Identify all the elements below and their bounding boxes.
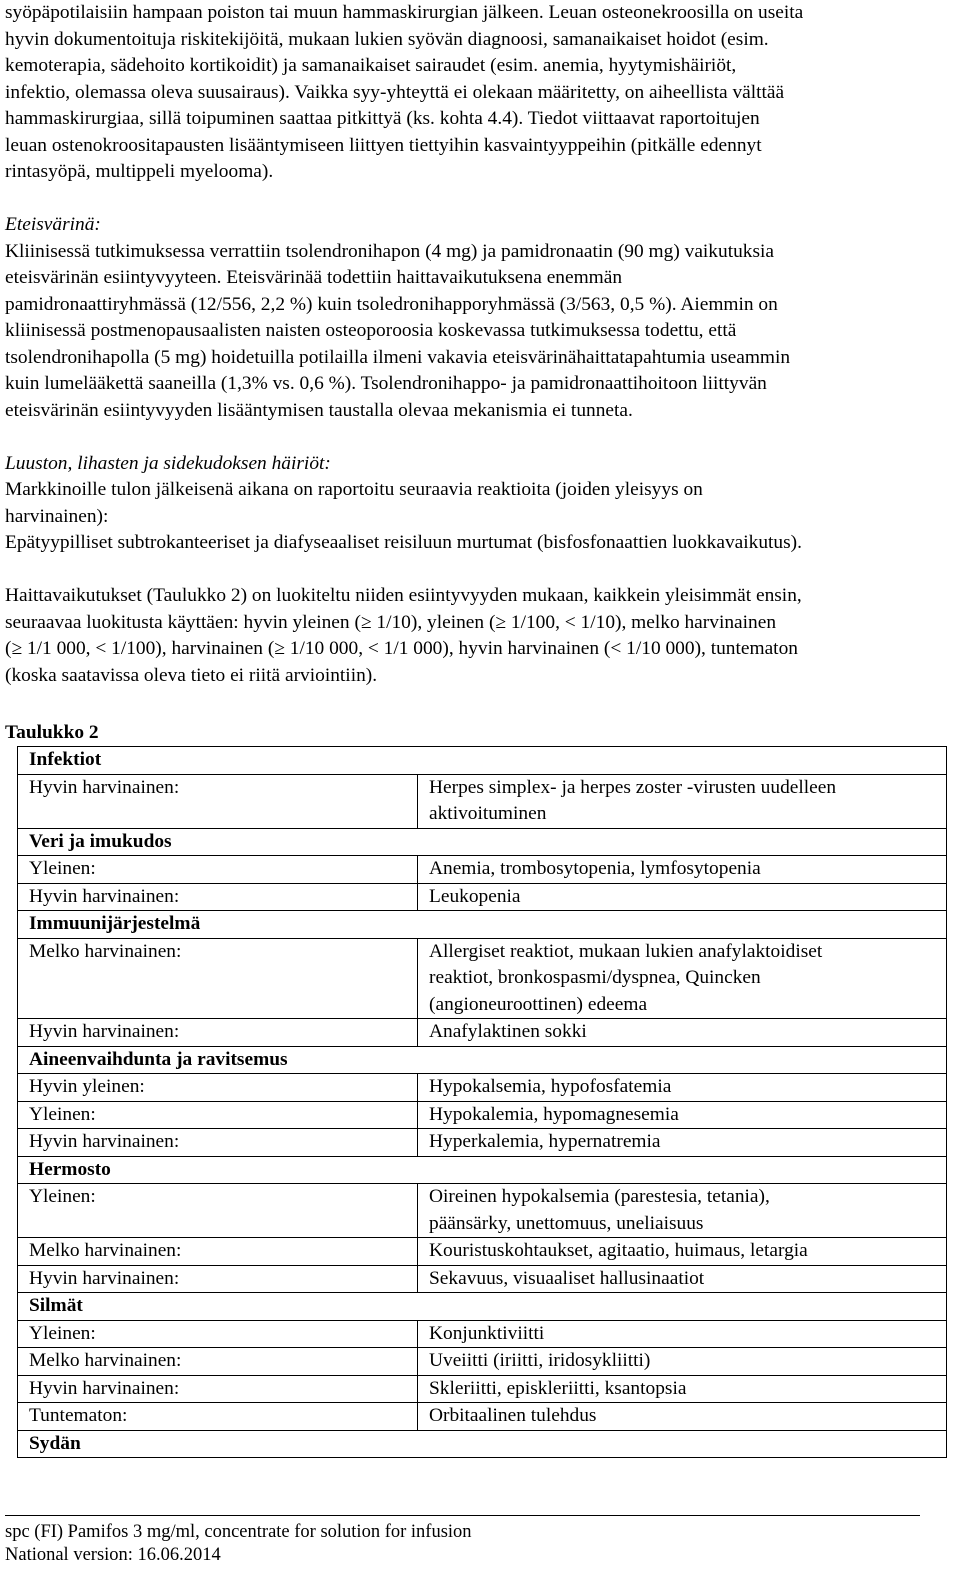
table-row: [18, 1101, 947, 1129]
intro-paragraph: [5, 0, 955, 186]
footer-version-line: National version: 16.06.2014: [5, 1545, 221, 1565]
category-row: [18, 1430, 947, 1458]
atrial-line: kuin lumelääkettä saaneilla (1,3% vs. 0,6 %). Tsolendronihappo- ja pamidronaattihoitoon liittyvän: [5, 373, 767, 394]
classification-line: (≥ 1/1 000, < 1/100), harvinainen (≥ 1/10 000, < 1/1 000), hyvin harvinainen (< 1/10 000), tuntematon: [5, 638, 798, 659]
category-row: [18, 1046, 947, 1074]
effect-cell: Orbitaalinen tulehdus: [418, 1403, 947, 1431]
section-heading: Eteisvärinä:: [5, 214, 101, 235]
effect-line: reaktiot, bronkospasmi/dyspnea, Quincken: [429, 967, 761, 988]
intro-line: infektio, olemassa oleva suusairaus). Vaikka syy-yhteyttä ei olekaan määritetty, on aiheellista välttää: [5, 81, 785, 103]
frequency-cell: Melko harvinainen:: [18, 938, 418, 1019]
effect-line: Allergiset reaktiot, mukaan lukien anafylaktoidiset: [429, 940, 823, 962]
musculo-line: harvinainen):: [5, 505, 109, 527]
table-row: [18, 1403, 947, 1431]
table-row: [18, 1019, 947, 1047]
frequency-cell: Hyvin yleinen:: [18, 1074, 418, 1102]
table-row: [18, 1348, 947, 1376]
table-row: [18, 883, 947, 911]
effect-cell: [418, 1184, 947, 1238]
table-row: [18, 1265, 947, 1293]
classification-line: Haittavaikutukset (Taulukko 2) on luokiteltu niiden esiintyvyyden mukaan, kaikkein yleisimmät ensin,: [5, 585, 802, 606]
effect-cell: Anemia, trombosytopenia, lymfosytopenia: [418, 856, 947, 884]
effect-line: päänsärky, unettomuus, uneliaisuus: [429, 1212, 704, 1234]
table-title: Taulukko 2: [5, 721, 99, 743]
document-page: [5, 0, 955, 1458]
atrial-fibrillation-section: [5, 212, 955, 424]
table-row: [18, 1238, 947, 1266]
frequency-cell: Yleinen:: [18, 856, 418, 884]
category-row: [18, 911, 947, 939]
effect-cell: Konjunktiviitti: [418, 1320, 947, 1348]
effect-line: aktivoituminen: [429, 803, 547, 824]
category-row: [18, 828, 947, 856]
effect-cell: Sekavuus, visuaaliset hallusinaatiot: [418, 1265, 947, 1293]
table-row: [18, 1074, 947, 1102]
frequency-cell: Tuntematon:: [18, 1403, 418, 1431]
effect-cell: Hyperkalemia, hypernatremia: [418, 1129, 947, 1157]
frequency-cell: Yleinen:: [18, 1320, 418, 1348]
category-cell: Hermosto: [18, 1156, 947, 1184]
frequency-cell: Yleinen:: [18, 1101, 418, 1129]
atrial-line: eteisvärinän esiintyvyyden lisääntymisen taustalla olevaa mekanismia ei tunneta.: [5, 399, 633, 421]
category-cell: Veri ja imukudos: [18, 828, 947, 856]
classification-paragraph: [5, 583, 955, 689]
effect-cell: Kouristuskohtaukset, agitaatio, huimaus, letargia: [418, 1238, 947, 1266]
effect-cell: [418, 774, 947, 828]
atrial-line: Kliinisessä tutkimuksessa verrattiin tsolendronihapon (4 mg) ja pamidronaatin (90 mg) vaikutuksia: [5, 240, 775, 262]
effect-line: (angioneuroottinen) edeema: [429, 993, 648, 1015]
intro-line: rintasyöpä, multippeli myelooma).: [5, 161, 274, 182]
section-heading: Luuston, lihasten ja sidekudoksen häiriöt:: [5, 452, 331, 474]
table-row: [18, 938, 947, 1019]
musculo-line: Epätyypilliset subtrokanteeriset ja diafyseaaliset reisiluun murtumat (bisfosfonaattien luokkavaikutus).: [5, 532, 802, 553]
table-row: [18, 1184, 947, 1238]
intro-line: syöpäpotilaisiin hampaan poiston tai muun hammaskirurgian jälkeen. Leuan osteonekroosilla on useita: [5, 2, 804, 23]
frequency-cell: Hyvin harvinainen:: [18, 1129, 418, 1157]
category-cell: Aineenvaihdunta ja ravitsemus: [18, 1046, 947, 1074]
intro-line: hammaskirurgiaa, sillä toipuminen saattaa pitkittyä (ks. kohta 4.4). Tiedot viittaavat raportoitujen: [5, 108, 760, 129]
category-cell: Infektiot: [18, 747, 947, 775]
table-row: [18, 774, 947, 828]
atrial-line: tsolendronihapolla (5 mg) hoidetuilla potilailla ilmeni vakavia eteisvärinähaittatapahtumia useammin: [5, 346, 791, 368]
musculoskeletal-section: [5, 451, 955, 557]
effect-cell: Uveiitti (iriitti, iridosykliitti): [418, 1348, 947, 1376]
category-row: [18, 1293, 947, 1321]
category-cell: Immuunijärjestelmä: [18, 911, 947, 939]
effect-cell: [418, 938, 947, 1019]
classification-line: seuraavaa luokitusta käyttäen: hyvin yleinen (≥ 1/10), yleinen (≥ 1/100, < 1/10), melko harvinainen: [5, 611, 777, 633]
effect-cell: Hypokalemia, hypomagnesemia: [418, 1101, 947, 1129]
table-row: [18, 1375, 947, 1403]
frequency-cell: Hyvin harvinainen:: [18, 1265, 418, 1293]
page-footer: [5, 1515, 920, 1567]
musculo-line: Markkinoille tulon jälkeisenä aikana on raportoitu seuraavia reaktioita (joiden yleisyys on: [5, 479, 703, 500]
intro-line: hyvin dokumentoituja riskitekijöitä, mukaan lukien syövän diagnoosi, samanaikaiset hoidot (esim.: [5, 28, 769, 50]
frequency-cell: Yleinen:: [18, 1184, 418, 1238]
effect-cell: Hypokalsemia, hypofosfatemia: [418, 1074, 947, 1102]
effect-line: Herpes simplex- ja herpes zoster -virusten uudelleen: [429, 776, 837, 798]
frequency-cell: Melko harvinainen:: [18, 1348, 418, 1376]
frequency-cell: Hyvin harvinainen:: [18, 1019, 418, 1047]
adverse-effects-table: [17, 746, 947, 1458]
classification-line: (koska saatavissa oleva tieto ei riitä arviointiin).: [5, 664, 378, 686]
intro-line: kemoterapia, sädehoito kortikoidit) ja samanaikaiset sairaudet (esim. anemia, hyytymishäiriöt,: [5, 55, 737, 76]
category-row: [18, 1156, 947, 1184]
frequency-cell: Hyvin harvinainen:: [18, 1375, 418, 1403]
atrial-line: pamidronaattiryhmässä (12/556, 2,2 %) kuin tsoledronihapporyhmässä (3/563, 0,5 %). Aiemmin on: [5, 293, 778, 315]
frequency-cell: Hyvin harvinainen:: [18, 883, 418, 911]
table-row: [18, 1320, 947, 1348]
effect-cell: Leukopenia: [418, 883, 947, 911]
intro-line: leuan ostenokroositapausten lisääntymiseen liittyen tiettyihin kasvaintyyppeihin (pitkälle edennyt: [5, 134, 762, 156]
atrial-line: kliinisessä postmenopausaalisten naisten osteoporoosia koskevassa tutkimuksessa todettu, että: [5, 320, 737, 341]
atrial-line: eteisvärinän esiintyvyyteen. Eteisvärinää todettiin haittavaikutuksena enemmän: [5, 267, 623, 288]
footer-product-line: spc (FI) Pamifos 3 mg/ml, concentrate for solution for infusion: [5, 1522, 472, 1542]
category-cell: Silmät: [18, 1293, 947, 1321]
effect-cell: Anafylaktinen sokki: [418, 1019, 947, 1047]
effect-cell: Skleriitti, episkleriitti, ksantopsia: [418, 1375, 947, 1403]
category-row: [18, 747, 947, 775]
frequency-cell: Hyvin harvinainen:: [18, 774, 418, 828]
effect-line: Oireinen hypokalsemia (parestesia, tetania),: [429, 1186, 770, 1207]
frequency-cell: Melko harvinainen:: [18, 1238, 418, 1266]
table-row: [18, 856, 947, 884]
table-row: [18, 1129, 947, 1157]
category-cell: Sydän: [18, 1430, 947, 1458]
